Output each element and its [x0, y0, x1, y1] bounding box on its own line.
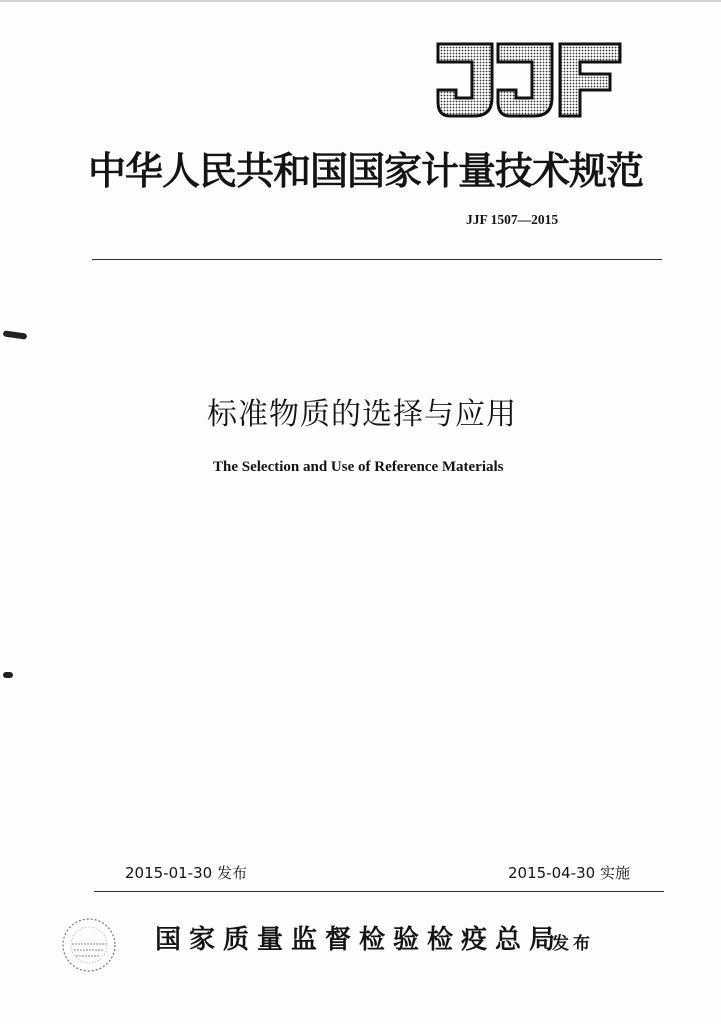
issuing-authority: 国家质量监督检验检疫总局 [155, 925, 564, 955]
issue-date: 2015-01-30 发布 [125, 864, 247, 882]
issue-word: 发布 [552, 934, 594, 954]
scan-mark [3, 672, 13, 678]
standard-code: JJF 1507—2015 [466, 212, 559, 227]
document-title-zh: 标准物质的选择与应用 [207, 397, 517, 432]
header-divider [92, 259, 662, 260]
footer-divider [94, 891, 664, 892]
implementation-date: 2015-04-30 实施 [508, 864, 630, 882]
logo-letter-j1 [438, 44, 492, 116]
document-title-en: The Selection and Use of Reference Materials [213, 459, 504, 475]
series-title: 中华人民共和国国家计量技术规范 [88, 148, 644, 193]
jjf-logo [434, 40, 624, 120]
official-seal-icon [60, 916, 118, 974]
top-edge-rule [0, 0, 721, 2]
logo-letter-j2 [498, 44, 552, 116]
logo-letter-f [560, 44, 620, 116]
scan-mark [3, 330, 28, 339]
